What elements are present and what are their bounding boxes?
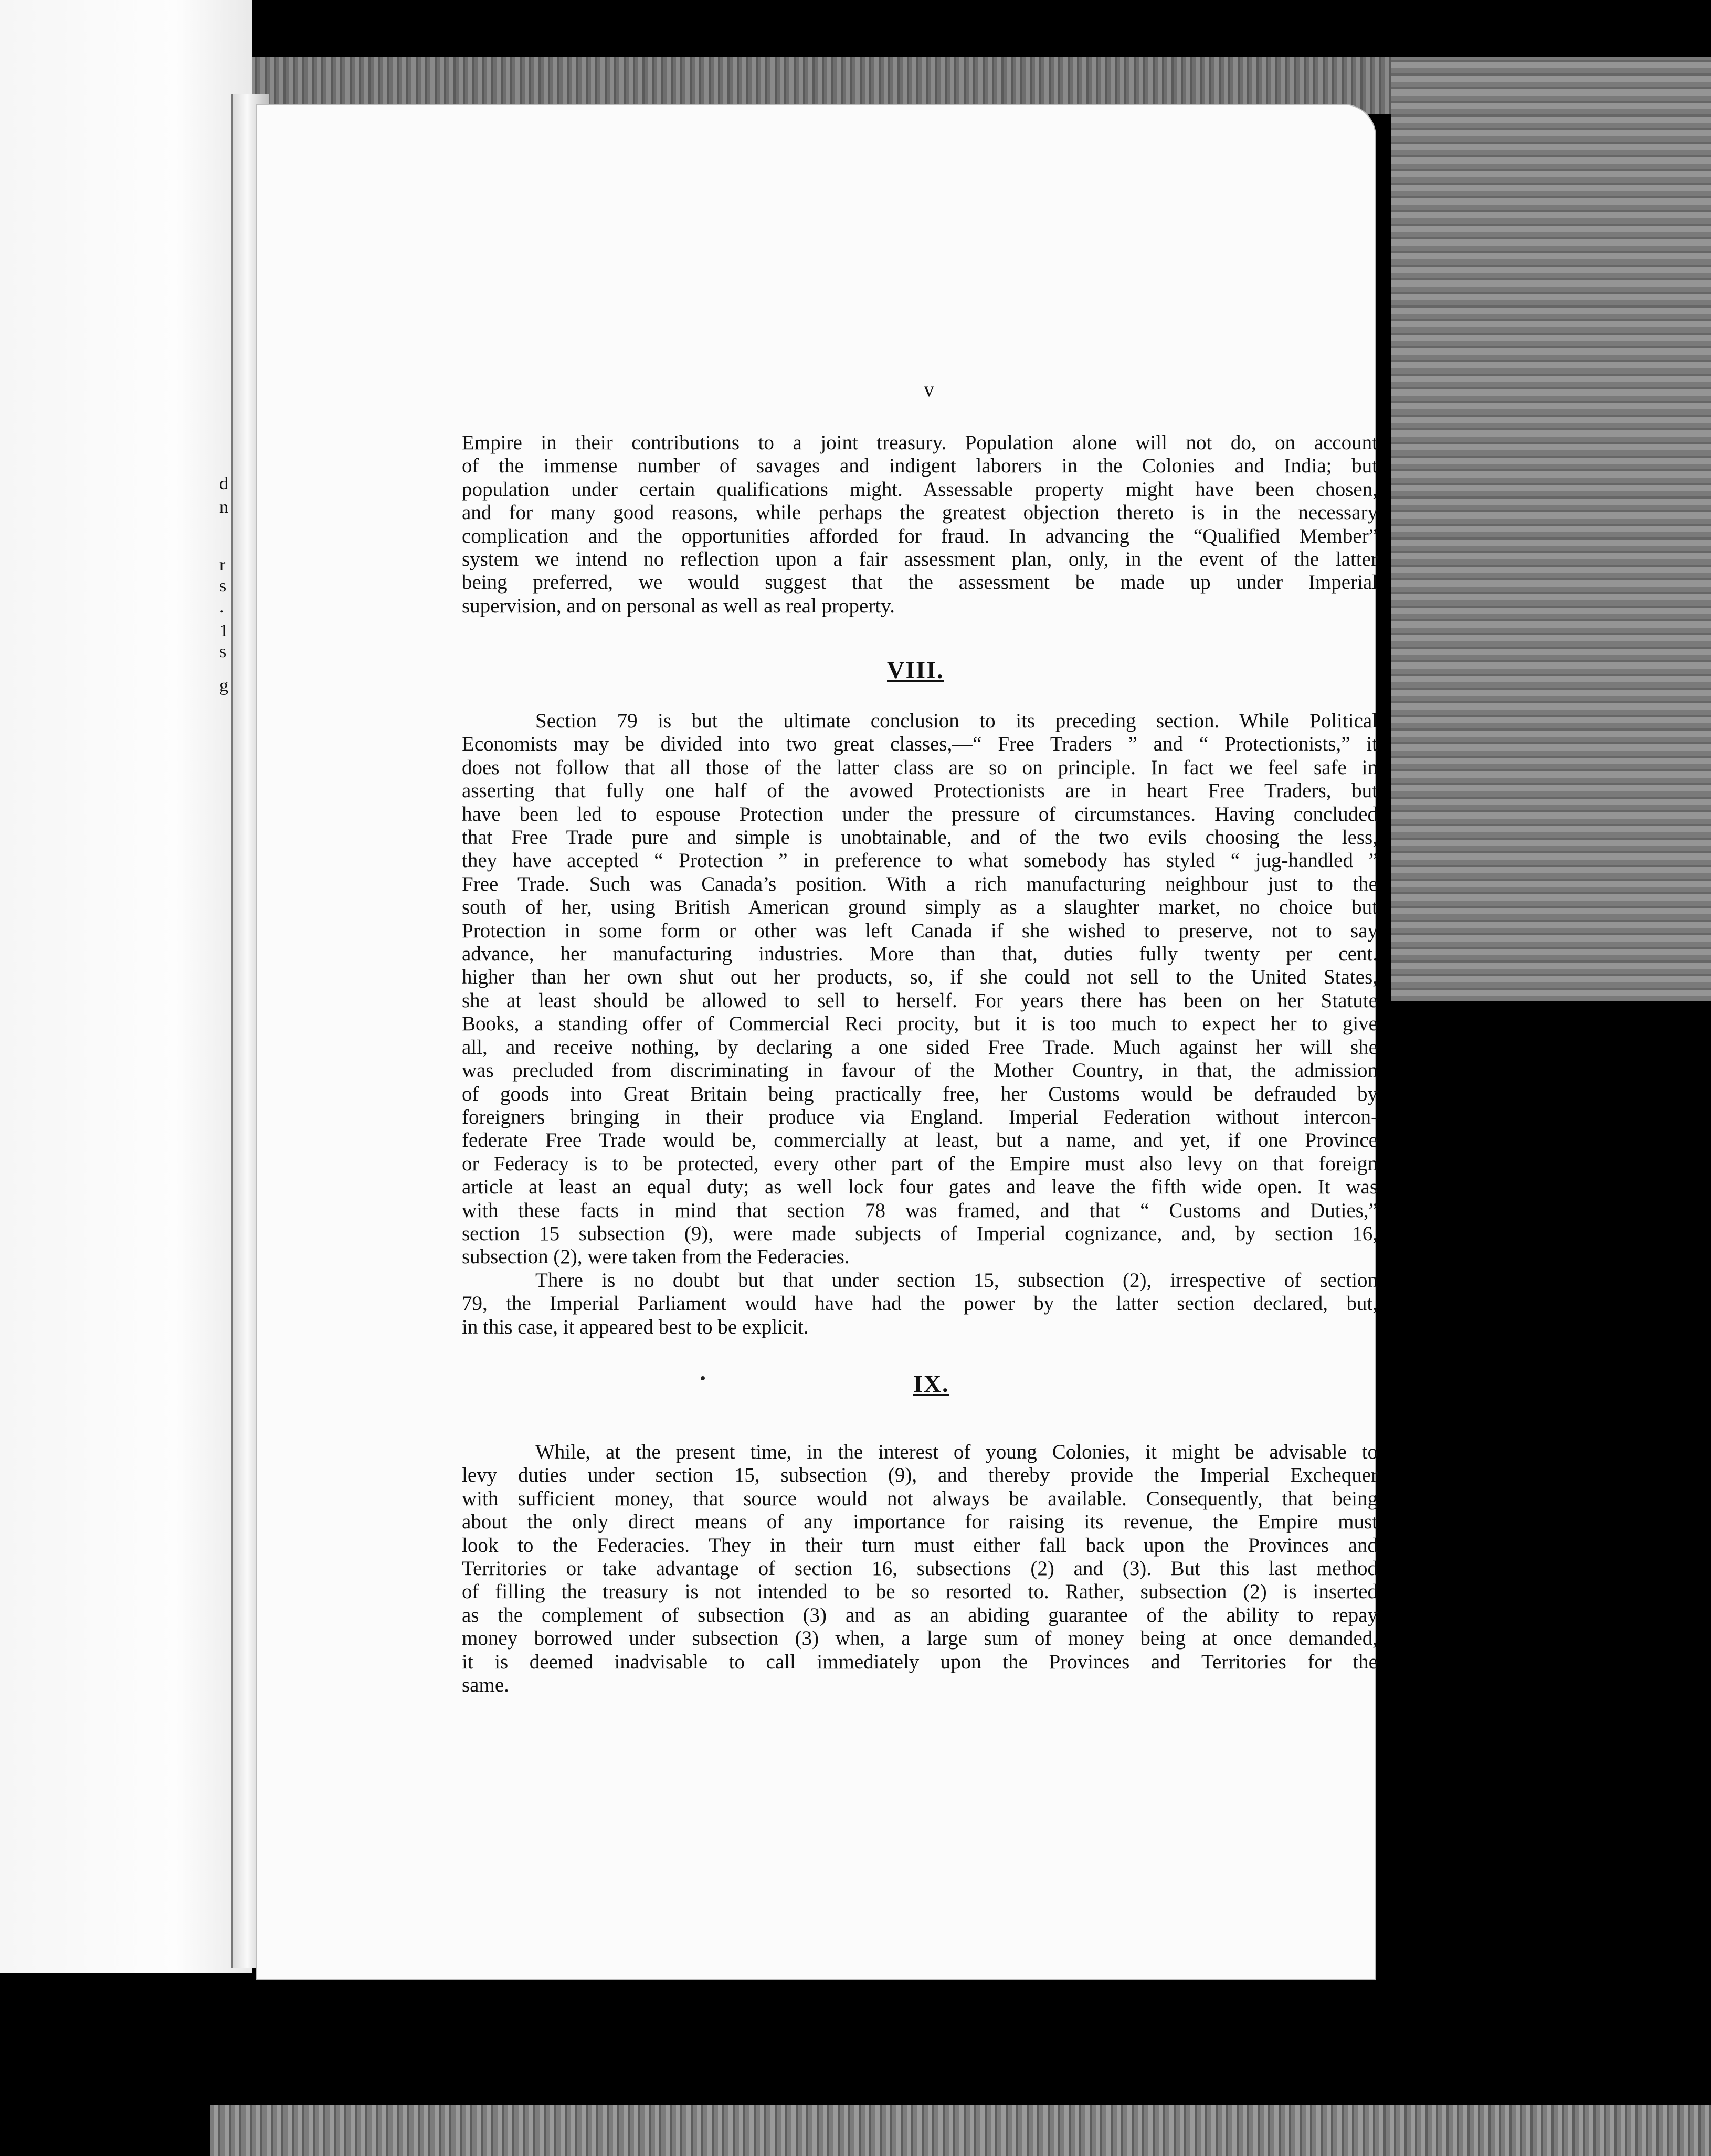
left-facing-page [0, 0, 252, 1973]
text-line: Books, a standing offer of Commercial Reci procity, but it is too much to expect her to give [462, 1012, 1378, 1035]
text-line: with these facts in mind that section 78 was framed, and that “ Customs and Duties,” [462, 1199, 1378, 1222]
text-line: There is no doubt but that under section 15, subsection (2), irrespective of section [535, 1269, 1378, 1292]
text-line: does not follow that all those of the latter class are so on principle. In fact we feel safe in [462, 756, 1378, 779]
text-line: money borrowed under subsection (3) when, a large sum of money being at once demanded, [462, 1627, 1378, 1650]
left-page-fragment: d [219, 474, 228, 493]
text-line: of the immense number of savages and indigent laborers in the Colonies and India; but [462, 455, 1378, 478]
left-page-fragment: g [219, 676, 228, 695]
left-page-fragment: s [219, 642, 227, 661]
left-page-fragment: r [219, 555, 226, 575]
print-speck [701, 1376, 705, 1380]
text-line: south of her, using British American ground simply as a slaughter market, no choice but [462, 896, 1378, 919]
text-line: or Federacy is to be protected, every other part of the Empire must also levy on that foreign [462, 1152, 1378, 1175]
section-heading-viii: VIII. [887, 657, 944, 683]
text-line: section 15 subsection (9), were made subjects of Imperial cognizance, and, by section 16, [462, 1222, 1378, 1245]
text-line: higher than her own shut out her products, so, if she could not sell to the United States, [462, 966, 1378, 989]
text-line: complication and the opportunities afforded for fraud. In advancing the “Qualified Member” [462, 524, 1378, 547]
text-line: population under certain qualifications might. Assessable property might have been chosen, [462, 478, 1378, 501]
text-line: with sufficient money, that source would not always be available. Consequently, that being [462, 1487, 1378, 1510]
left-page-fragment: n [219, 498, 228, 517]
left-page-fragment: s [219, 576, 227, 596]
text-line: asserting that fully one half of the avowed Protectionists are in heart Free Traders, but [462, 779, 1378, 802]
text-line: article at least an equal duty; as well lock four gates and leave the fifth wide open. It was [462, 1176, 1378, 1199]
text-line: levy duties under section 15, subsection (9), and thereby provide the Imperial Exchequer [462, 1464, 1378, 1487]
text-line: and for many good reasons, while perhaps the greatest objection thereto is in the necessary [462, 501, 1378, 524]
text-line: system we intend no reflection upon a fair assessment plan, only, in the event of the latter [462, 548, 1378, 571]
text-line: have been led to espouse Protection under the pressure of circumstances. Having concluded [462, 802, 1378, 826]
text-line: same. [462, 1674, 509, 1697]
text-line: of goods into Great Britain being practically free, her Customs would be defrauded by [462, 1082, 1378, 1105]
page-number: v [924, 377, 934, 401]
text-line: federate Free Trade would be, commercially at least, but a name, and yet, if one Province [462, 1129, 1378, 1152]
left-page-fragment: . [219, 597, 224, 617]
text-line: Territories or take advantage of section 16, subsections (2) and (3). But this last method [462, 1557, 1378, 1580]
text-line: look to the Federacies. They in their turn must either fall back upon the Provinces and [462, 1534, 1378, 1557]
text-line: Protection in some form or other was left Canada if she wished to preserve, not to say [462, 919, 1378, 942]
text-line: it is deemed inadvisable to call immediately upon the Provinces and Territories for the [462, 1650, 1378, 1673]
text-line: they have accepted “ Protection ” in preference to what somebody has styled “ jug-handled ” [462, 849, 1378, 872]
section-heading-ix: IX. [913, 1370, 949, 1397]
text-line: Free Trade. Such was Canada’s position. With a rich manufacturing neighbour just to the [462, 872, 1378, 895]
text-line: that Free Trade pure and simple is unobtainable, and of the two evils choosing the less, [462, 826, 1378, 849]
film-edge-right [1391, 57, 1711, 1001]
text-line: Economists may be divided into two great classes,—“ Free Traders ” and “ Protectionists,” it [462, 733, 1378, 756]
text-line: of filling the treasury is not intended to be so resorted to. Rather, subsection (2) is inserted [462, 1580, 1378, 1603]
text-line: all, and receive nothing, by declaring a one sided Free Trade. Much against her will she [462, 1035, 1378, 1059]
text-line: supervision, and on personal as well as real property. [462, 594, 895, 617]
text-line: in this case, it appeared best to be explicit. [462, 1315, 809, 1338]
text-line: Empire in their contributions to a joint treasury. Population alone will not do, on account [462, 431, 1378, 454]
text-line: being preferred, we would suggest that the assessment be made up under Imperial [462, 571, 1378, 594]
text-line: While, at the present time, in the interest of young Colonies, it might be advisable to [535, 1441, 1378, 1463]
text-line: about the only direct means of any importance for raising its revenue, the Empire must [462, 1510, 1378, 1534]
text-line: foreigners bringing in their produce via England. Imperial Federation without intercon- [462, 1105, 1378, 1128]
section-viii-paragraph-1 [462, 710, 1378, 1339]
text-line: as the complement of subsection (3) and as an abiding guarantee of the ability to repay [462, 1603, 1378, 1626]
text-line: was precluded from discriminating in favour of the Mother Country, in that, the admission [462, 1059, 1378, 1082]
text-line: she at least should be allowed to sell to herself. For years there has been on her Statute [462, 989, 1378, 1012]
film-edge-bottom [210, 2105, 1711, 2156]
text-line: 79, the Imperial Parliament would have had the power by the latter section declared, but, [462, 1292, 1378, 1315]
text-line: subsection (2), were taken from the Federacies. [462, 1245, 850, 1269]
left-page-fragment: 1 [219, 621, 228, 640]
section-ix-paragraph-1 [462, 1441, 1378, 1697]
text-line: advance, her manufacturing industries. More than that, duties fully twenty per cent. [462, 943, 1378, 966]
top-paragraph [462, 431, 1378, 618]
text-line: Section 79 is but the ultimate conclusion to its preceding section. While Political [535, 710, 1378, 732]
